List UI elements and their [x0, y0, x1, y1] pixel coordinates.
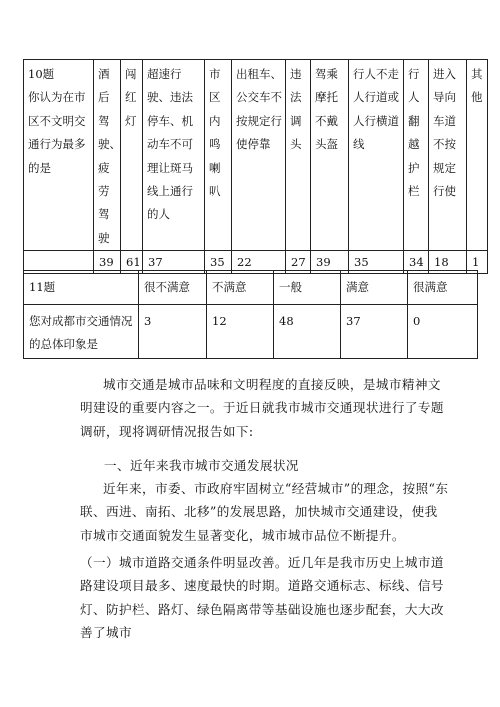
count-cell: 35: [349, 251, 404, 274]
option-header: 不满意: [207, 271, 274, 305]
body-paragraph: 近年来，市委、市政府牢固树立“经营城市”的理念，按照“东联、西进、南拓、北移”的发展思路，加快城市交通建设，使我市城市交通面貌发生显著变化，城市城市品位不断提升。: [80, 481, 449, 543]
count-cell: 22: [232, 251, 286, 274]
count-cell: 1: [467, 251, 488, 274]
count-cell: 27: [286, 251, 311, 274]
question-cell: 您对成都市交通情况的总体印象是: [24, 305, 139, 359]
count-cell: 35: [205, 251, 232, 274]
option-header: 很不满意: [139, 271, 207, 305]
column-header: 进入导向车道不按规定行使: [429, 60, 467, 251]
column-header: 行人不走人行道或人行横道线: [349, 60, 404, 251]
count-cell: 34: [404, 251, 429, 274]
survey-table-q10: [23, 59, 488, 274]
column-header: 市区内鸣喇叭: [205, 60, 232, 251]
count-cell: 37: [143, 251, 205, 274]
column-header: 违法调头: [286, 60, 311, 251]
column-header: 酒后驾驶、疲劳驾驶: [94, 60, 121, 251]
table-header-row: [24, 271, 478, 305]
count-cell: 48: [274, 305, 341, 359]
body-paragraph: （一）城市道路交通条件明显改善。近几年是我市历史上城市道路建设项目最多、速度最快的时期。道路交通标志、标线、信号灯、防护栏、路灯、绿色隔离带等基础设施也逐步配套，大大改善了城市: [80, 555, 444, 640]
column-header: 驾乘摩托不戴头盔: [311, 60, 349, 251]
column-header: 其他: [467, 60, 488, 251]
column-header: 行人翻越护栏: [404, 60, 429, 251]
body-paragraph: 城市交通是城市品味和文明程度的直接反映，是城市精神文明建设的重要内容之一。于近日就我市城市交通现状进行了专题调研，现将调研情况报告如下:: [80, 377, 444, 439]
column-header: 出租车、公交车不按规定行使停靠: [232, 60, 286, 251]
count-cell: 12: [207, 305, 274, 359]
count-cell: 3: [139, 305, 207, 359]
column-header: 超速行驶、违法停车、机动车不可理让斑马线上通行的人: [143, 60, 205, 251]
count-cell: 0: [408, 305, 478, 359]
question-number: 11题: [24, 271, 139, 305]
survey-table-q11: [23, 270, 478, 359]
count-cell: 37: [341, 305, 408, 359]
table-row: [24, 305, 478, 359]
table-header-row: [24, 60, 488, 251]
count-cell: 18: [429, 251, 467, 274]
count-cell: 39: [94, 251, 121, 274]
option-header: 一般: [274, 271, 341, 305]
option-header: 满意: [341, 271, 408, 305]
question-cell: 10题 你认为在市区不文明交通行为最多的是: [24, 60, 94, 251]
option-header: 很满意: [408, 271, 478, 305]
column-header: 闯红灯: [121, 60, 143, 251]
count-cell: 39: [311, 251, 349, 274]
section-heading: 一、近年来我市城市交通发展状况: [104, 458, 299, 473]
count-cell: 61: [121, 251, 143, 274]
